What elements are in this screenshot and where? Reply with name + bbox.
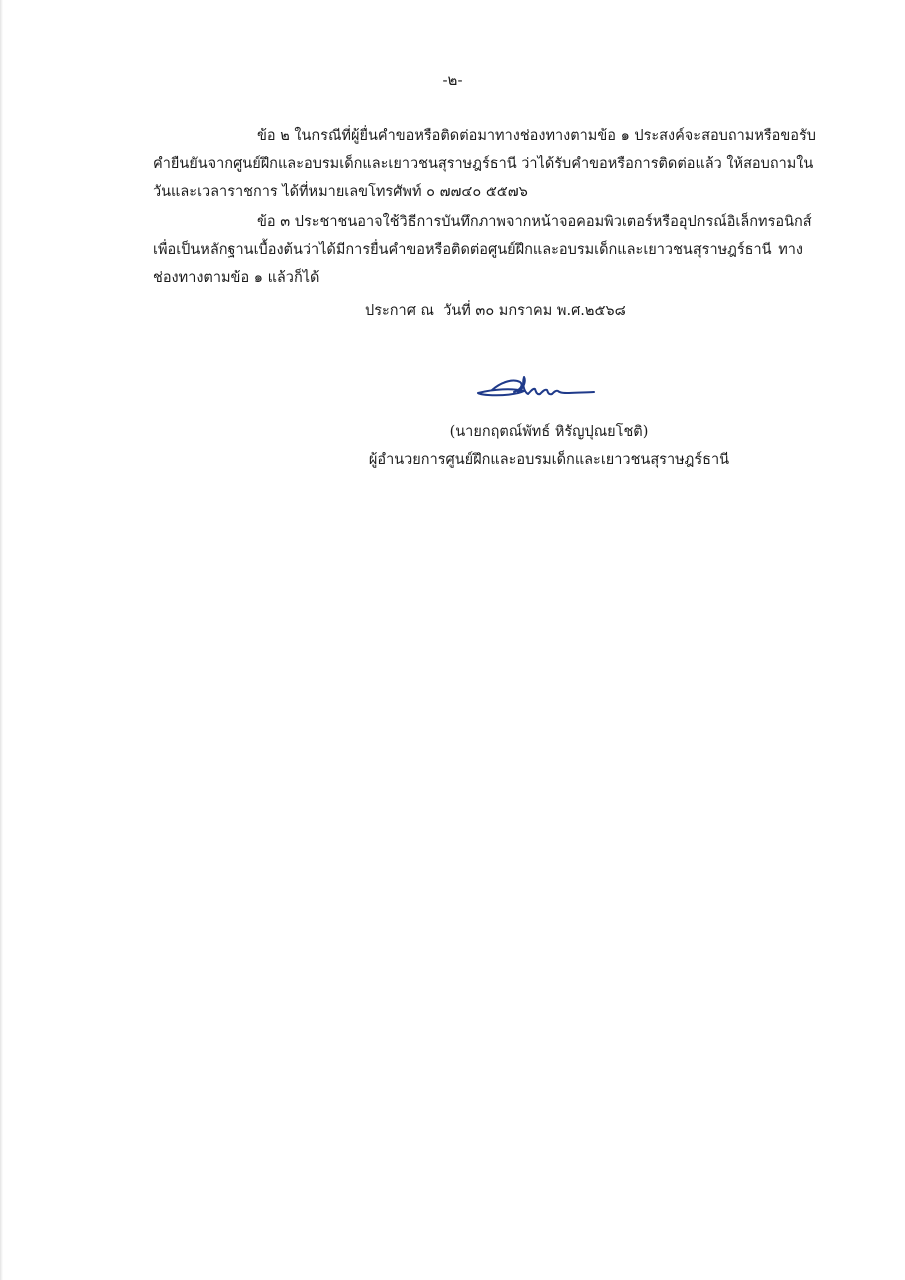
clause-2-line: ข้อ ๒ ในกรณีที่ผู้ยื่นคำขอหรือติดต่อมาทางช่องทางตามข้อ ๑ ประสงค์จะสอบถามหรือขอรับ	[257, 128, 817, 144]
clause-2-paragraph	[153, 122, 817, 206]
clause-3-line: ข้อ ๓ ประชาชนอาจใช้วิธีการบันทึกภาพจากหน้าจอคอมพิวเตอร์หรืออุปกรณ์อิเล็กทรอนิกส์	[257, 214, 812, 230]
clause-3-paragraph	[153, 208, 812, 292]
clause-2-line: วันและเวลาราชการ ได้ที่หมายเลขโทรศัพท์ ๐ ๗๗๔๐ ๕๕๗๖	[153, 184, 528, 200]
signer-name: (นายกฤตณ์พัทธ์ หิรัญปุณยโชติ)	[449, 424, 649, 440]
signer-title: ผู้อำนวยการศูนย์ฝึกและอบรมเด็กและเยาวชนสุราษฎร์ธานี	[368, 452, 730, 468]
handwritten-signature	[474, 372, 598, 406]
clause-3-line: ช่องทางตามข้อ ๑ แล้วก็ได้	[153, 270, 320, 286]
clause-3-line: เพื่อเป็นหลักฐานเบื้องต้นว่าได้มีการยื่นคำขอหรือติดต่อศูนย์ฝึกและอบรมเด็กและเยาวชนสุราษฎร์ธานี ทาง	[153, 242, 803, 258]
announcement-date: ประกาศ ณ วันที่ ๓๐ มกราคม พ.ศ.๒๕๖๘	[365, 303, 626, 319]
clause-2-line: คำยืนยันจากศูนย์ฝึกและอบรมเด็กและเยาวชนสุราษฎร์ธานี ว่าได้รับคำขอหรือการติดต่อแล้ว ให้สอบถามใน	[153, 156, 814, 172]
scan-edge-shadow	[0, 0, 3, 1280]
page-number: -๒-	[442, 71, 463, 89]
